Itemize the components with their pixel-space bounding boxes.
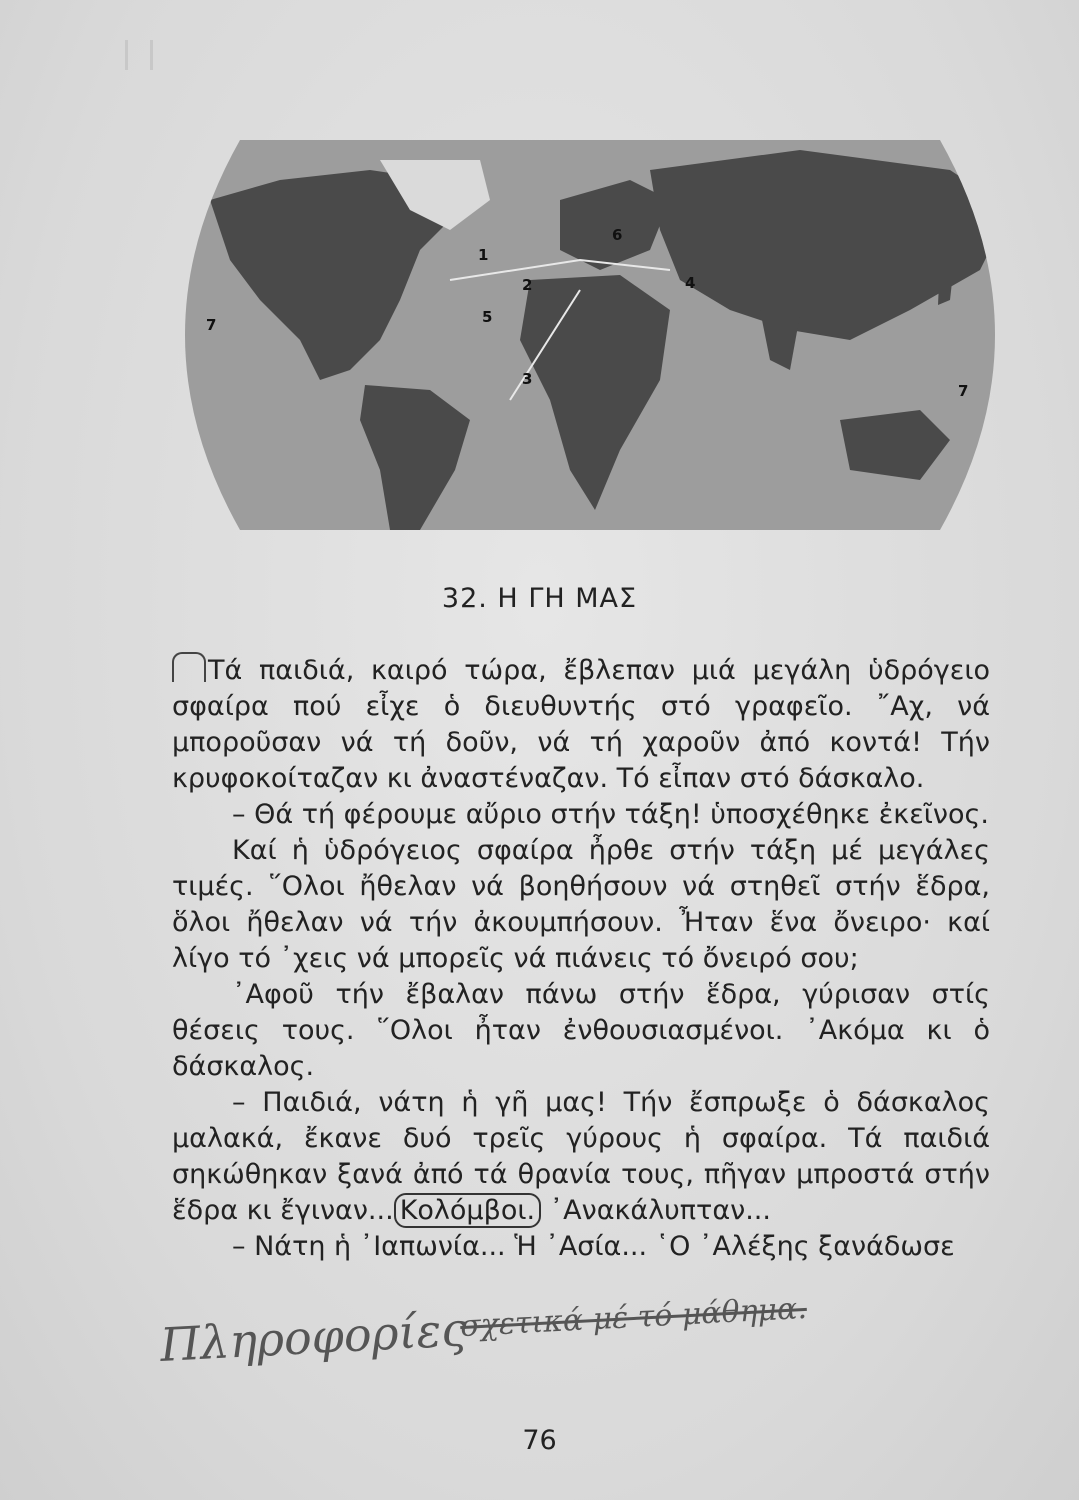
paragraph: – Νάτη ἡ ᾽Ιαπωνία... Ἡ ᾽Ασία... ῾Ο ᾽Αλέξης ξανάδωσε — [232, 1231, 955, 1262]
world-map-graphic — [150, 140, 1030, 530]
paragraph — [172, 1085, 990, 1229]
paragraph: Καί ἡ ὑδρόγειος σφαίρα ἦρθε στήν τάξη μέ μεγάλες τιμές. ῞Ολοι ἤθελαν νά βοηθήσουν νά στηθεῖ στήν ἕδρα, ὅλοι ἤθελαν νά τήν ἀκουμπήσουν. Ἦταν ἕνα ὄνειρο· καί λίγο τό ᾽χεις νά μπορεῖς νά πιάνεις τό ὄνειρό σου; — [172, 835, 990, 974]
world-map — [150, 140, 1030, 530]
circled-word: Κολόμβοι. — [394, 1193, 541, 1228]
handwritten-note — [158, 1290, 960, 1390]
map-label-6: 6 — [612, 226, 623, 244]
handwritten-struck-text: σχετικά μέ τό μάθημα. — [459, 1290, 808, 1345]
paragraph-text: ᾽Ανακάλυπταν... — [541, 1195, 771, 1226]
chapter-title: 32. Η ΓΗ ΜΑΣ — [441, 583, 638, 614]
paragraph-text: Τά παιδιά, καιρό τώρα, ἔβλεπαν μιά μεγάλη ὑδρόγειο σφαίρα πού εἶχε ὁ διευθυντής στό γραφεῖο. ῎Αχ, νά μποροῦσαν νά τή δοῦν, νά τή χαροῦν ἀπό κοντά! Τήν κρυφοκοίταζαν κι ἀναστέναζαν. Τό εἶπαν στό δάσκαλο. — [172, 655, 990, 794]
map-label-1: 1 — [478, 246, 489, 264]
paragraph: ᾽Αφοῦ τήν ἔβαλαν πάνω στήν ἕδρα, γύρισαν στίς θέσεις τους. ῞Ολοι ἦταν ἐνθουσιασμένοι. ᾽Ακόμα κι ὁ δάσκαλος. — [172, 979, 990, 1082]
paragraph-text: – Παιδιά, νάτη ἡ γῆ μας! Τήν ἔσπρωξε ὁ δάσκαλος μαλακά, ἔκανε δυό τρεῖς γύρους ἡ σφαίρα. Τά παιδιά σηκώθηκαν ξανά ἀπό τά θρανία τους, πῆγαν μπροστά στήν ἕδρα κι ἔγιναν... — [172, 1087, 990, 1226]
handwritten-mark — [172, 652, 206, 682]
binding-mark — [125, 40, 153, 70]
paragraph: – Θά τή φέρουμε αὔριο στήν τάξη! ὑποσχέθηκε ἐκεῖνος. — [232, 799, 989, 830]
map-label-5: 5 — [482, 308, 493, 326]
paragraph — [172, 652, 990, 797]
map-label-7-left: 7 — [206, 316, 217, 334]
chapter-body — [172, 652, 990, 1265]
map-label-7-right: 7 — [958, 382, 969, 400]
handwritten-word: Πληροφορίες — [158, 1302, 469, 1372]
map-label-3: 3 — [522, 370, 533, 388]
map-label-4: 4 — [685, 274, 696, 292]
map-label-2: 2 — [522, 276, 533, 294]
page-number: 76 — [522, 1425, 557, 1456]
